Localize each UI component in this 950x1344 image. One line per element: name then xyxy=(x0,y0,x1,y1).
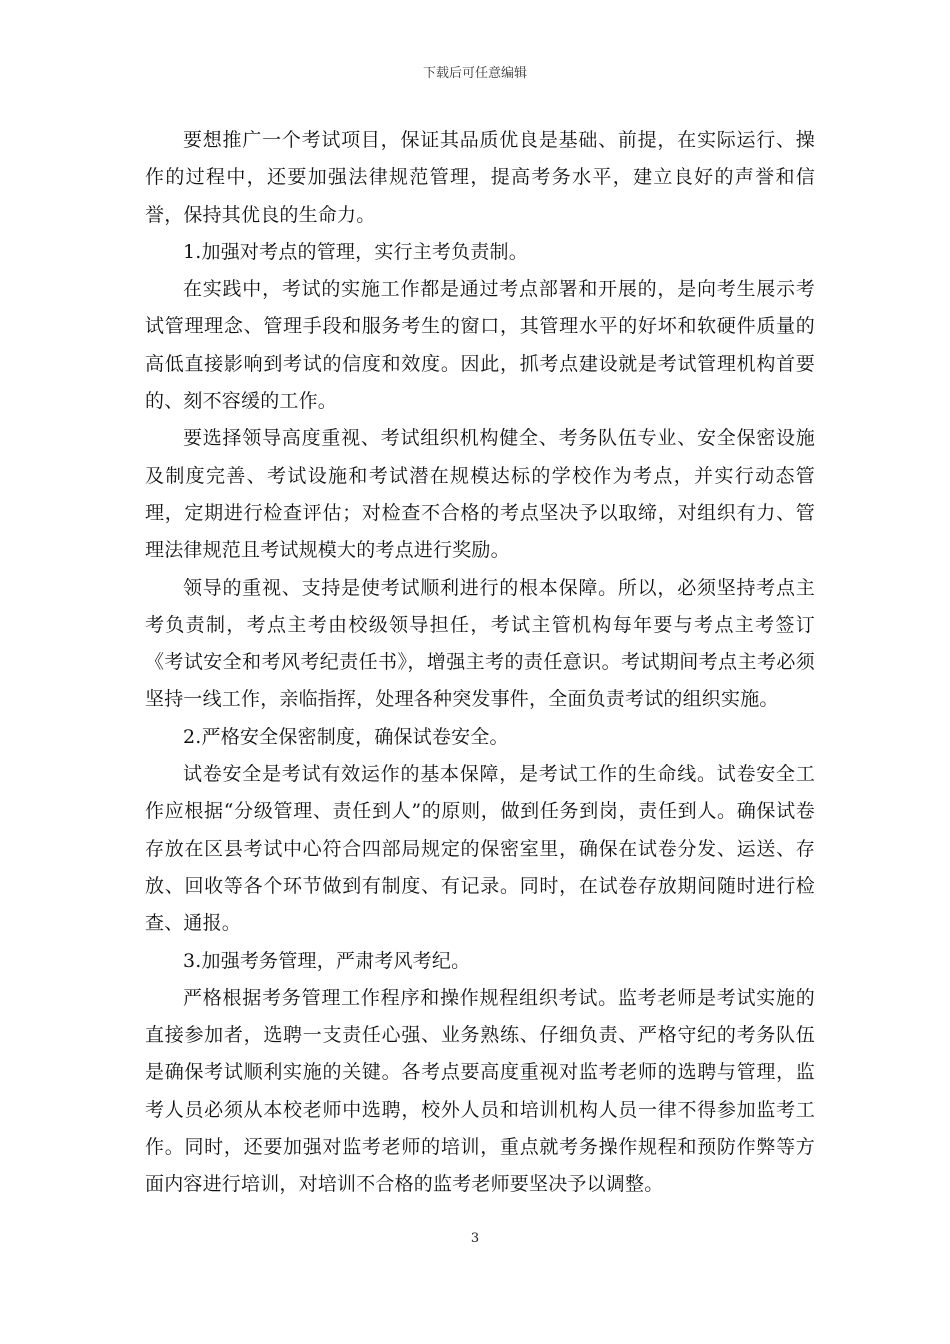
page-number: 3 xyxy=(470,1231,480,1246)
paragraph-intro: 要想推广一个考试项目，保证其品质优良是基础、前提，在实际运行、操作的过程中，还要加强法律规范管理，提高考务水平，建立良好的声誉和信誉，保持其优良的生命力。 xyxy=(145,129,815,226)
section-heading-1: 1.加强对考点的管理，实行主考负责制。 xyxy=(183,240,528,263)
paragraph-exam-site-selection: 要选择领导高度重视、考试组织机构健全、考务队伍专业、安全保密设施及制度完善、考试设施和考试潜在规模达标的学校作为考点，并实行动态管理，定期进行检查评估；对检查不合格的考点坚决予以取缔，对组织有力、管理法律规范且考试规模大的考点进行奖励。 xyxy=(145,427,815,562)
page-header: 下载后可任意编辑 xyxy=(422,66,527,81)
section-heading-2: 2.严格安全保密制度，确保试卷安全。 xyxy=(183,725,509,748)
section-heading-3: 3.加强考务管理，严肃考风考纪。 xyxy=(183,949,471,972)
document-body xyxy=(145,122,815,1204)
paragraph-chief-examiner: 领导的重视、支持是使考试顺利进行的根本保障。所以，必须坚持考点主考负责制，考点主考由校级领导担任，考试主管机构每年要与考点主考签订《考试安全和考风考纪责任书》，增强主考的责任意识。考试期间考点主考必须坚持一线工作，亲临指挥，处理各种突发事件，全面负责考试的组织实施。 xyxy=(145,576,815,711)
paragraph-invigilators: 严格根据考务管理工作程序和操作规程组织考试。监考老师是考试实施的直接参加者，选聘一支责任心强、业务熟练、仔细负责、严格守纪的考务队伍是确保考试顺利实施的关键。各考点要高度重视对监考老师的选聘与管理，监考人员必须从本校老师中选聘，校外人员和培训机构人员一律不得参加监考工作。同时，还要加强对监考老师的培训，重点就考务操作规程和预防作弊等方面内容进行培训，对培训不合格的监考老师要坚决予以调整。 xyxy=(145,986,815,1196)
paragraph-exam-site-role: 在实践中，考试的实施工作都是通过考点部署和开展的，是向考生展示考试管理理念、管理手段和服务考生的窗口，其管理水平的好坏和软硬件质量的高低直接影响到考试的信度和效度。因此，抓考点建设就是考试管理机构首要的、刻不容缓的工作。 xyxy=(145,278,815,413)
paragraph-paper-security: 试卷安全是考试有效运作的基本保障，是考试工作的生命线。试卷安全工作应根据“分级管理、责任到人”的原则，做到任务到岗，责任到人。确保试卷存放在区县考试中心符合四部局规定的保密室里，确保在试卷分发、运送、存放、回收等各个环节做到有制度、有记录。同时，在试卷存放期间随时进行检查、通报。 xyxy=(145,763,815,935)
